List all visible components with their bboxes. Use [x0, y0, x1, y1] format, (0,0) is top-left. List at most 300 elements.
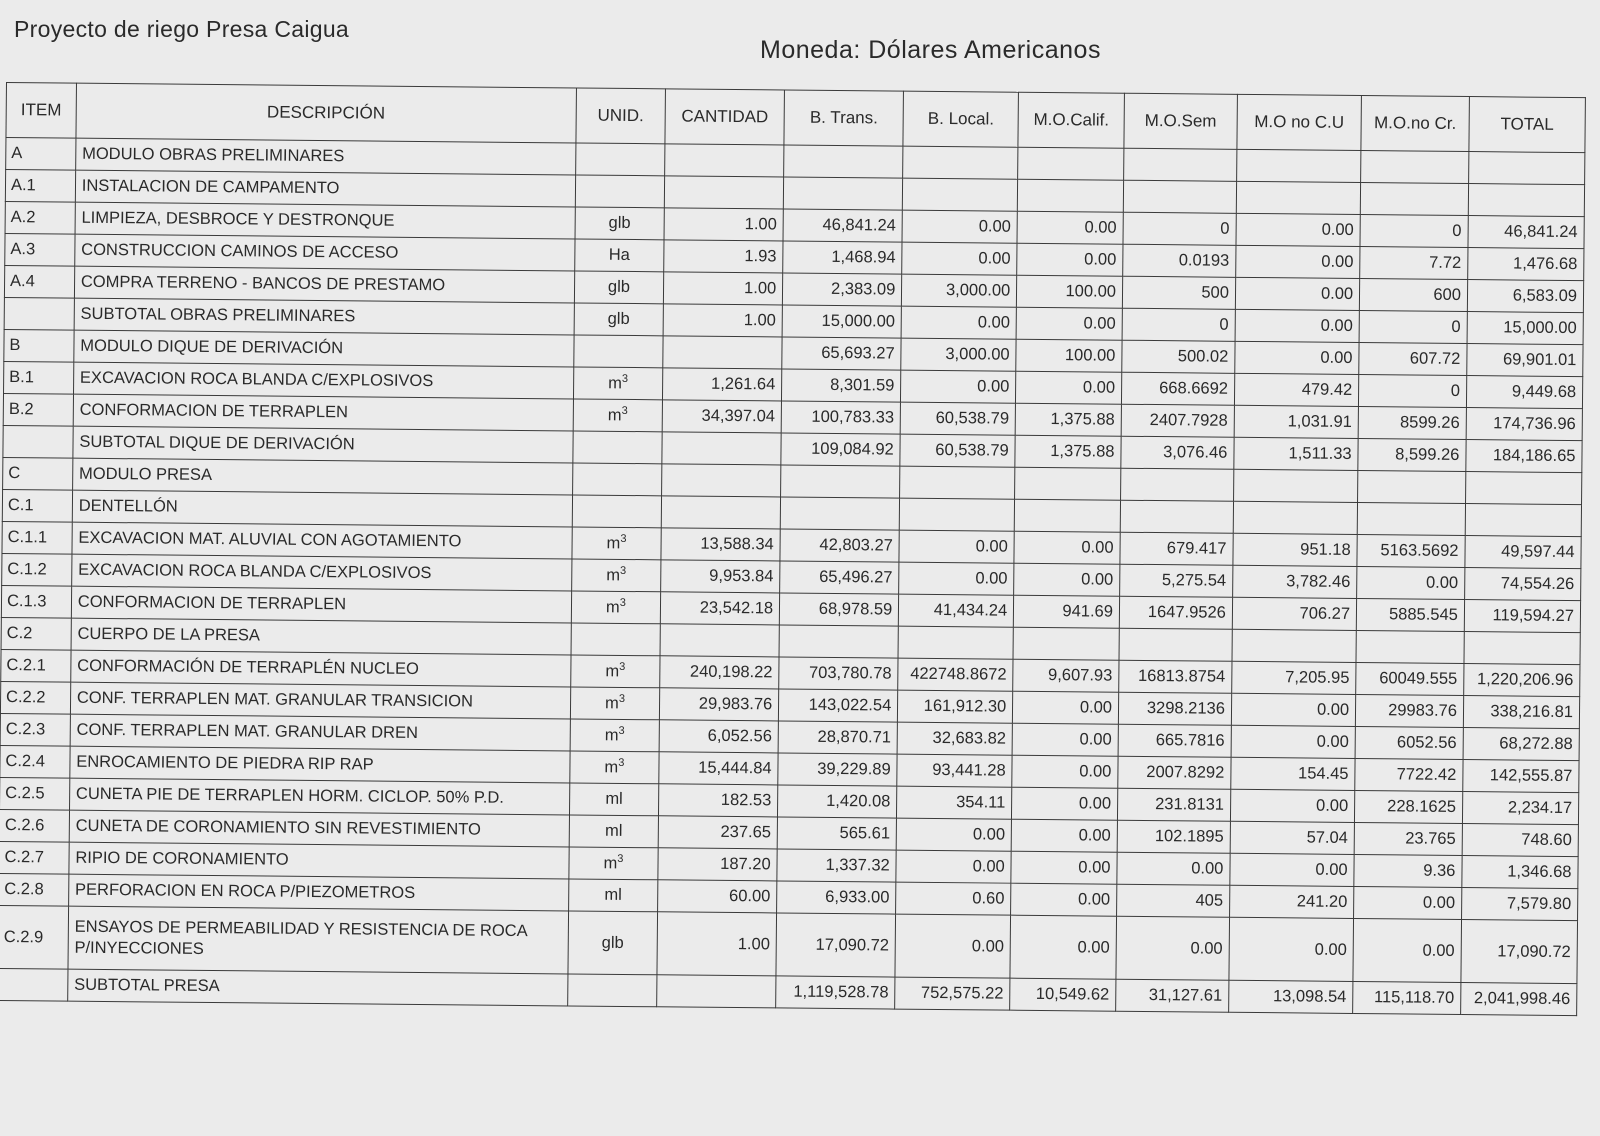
mo-calif-cell [1015, 467, 1121, 500]
b-local-text: 32,683.82 [932, 728, 1007, 748]
b-trans-cell [776, 976, 895, 1009]
quantity-cell [658, 816, 777, 849]
quantity-cell [660, 592, 779, 625]
mo-calif-text: 0.00 [1081, 570, 1114, 589]
mo-no-cr-text: 600 [1433, 285, 1462, 304]
b-local-cell [902, 242, 1017, 275]
mo-sem-cell [1117, 884, 1230, 917]
mo-sem-text: 0.00 [1190, 938, 1223, 958]
mo-no-cu-cell [1234, 373, 1359, 406]
b-local-text: 161,912.30 [923, 696, 1007, 716]
mo-calif-text: 0.00 [1078, 826, 1111, 845]
total-text: 9,449.68 [1511, 382, 1577, 402]
mo-no-cr-cell [1355, 726, 1463, 759]
unit-exponent: 3 [618, 757, 625, 770]
mo-calif-text: 100.00 [1065, 282, 1117, 301]
description-cell [71, 650, 571, 687]
mo-calif-cell [1014, 499, 1120, 532]
mo-no-cu-text: 0.00 [1315, 860, 1348, 879]
description-text: EXCAVACION MAT. ALUVIAL CON AGOTAMIENTO [78, 528, 462, 551]
mo-no-cu-cell [1229, 885, 1354, 918]
description-text: LIMPIEZA, DESBROCE Y DESTRONQUE [81, 208, 395, 230]
description-text: SUBTOTAL PRESA [74, 975, 220, 996]
mo-no-cr-text: 0.00 [1422, 893, 1456, 912]
unit-text: m [604, 726, 619, 745]
total-cell [1463, 696, 1579, 729]
unit-text: m [606, 534, 621, 553]
item-code-text: A [11, 144, 23, 163]
total-cell [1461, 888, 1577, 921]
mo-calif-text: 0.00 [1082, 378, 1116, 397]
mo-sem-cell [1117, 852, 1230, 885]
item-code-cell [4, 297, 74, 330]
mo-no-cr-text: 0 [1452, 221, 1462, 240]
total-cell [1462, 792, 1578, 825]
column-header: M.O.Calif. [1018, 92, 1124, 148]
description-text: MODULO DIQUE DE DERIVACIÓN [80, 336, 344, 358]
unit-cell [573, 431, 663, 464]
mo-sem-cell [1122, 276, 1235, 309]
b-local-text: 752,575.22 [920, 983, 1004, 1003]
mo-sem-text: 500.02 [1177, 347, 1229, 366]
mo-no-cr-cell [1354, 886, 1462, 919]
description-text: COMPRA TERRENO - BANCOS DE PRESTAMO [80, 272, 446, 295]
item-code-cell [0, 777, 70, 810]
b-local-cell [898, 658, 1013, 691]
description-cell [70, 682, 570, 719]
mo-no-cr-cell [1353, 981, 1461, 1014]
b-trans-text: 8,301.59 [830, 375, 895, 395]
unit-text: m [606, 566, 621, 585]
description-text: SUBTOTAL OBRAS PRELIMINARES [80, 304, 356, 326]
unit-cell [570, 751, 660, 784]
total-cell [1465, 568, 1581, 601]
b-trans-cell [778, 721, 897, 754]
mo-sem-cell [1122, 340, 1235, 373]
quantity-cell [659, 720, 778, 753]
total-cell [1467, 312, 1583, 345]
total-text: 7,579.80 [1506, 894, 1572, 914]
quantity-cell [657, 975, 776, 1008]
b-trans-cell [780, 529, 899, 562]
total-text: 1,346.68 [1507, 862, 1572, 882]
mo-no-cr-cell [1357, 566, 1465, 599]
unit-exponent: 3 [620, 533, 627, 546]
mo-no-cu-cell [1232, 661, 1357, 694]
b-trans-cell [780, 497, 899, 530]
b-local-text: 354.11 [956, 793, 1006, 812]
unit-text: m [603, 854, 618, 873]
mo-sem-cell [1118, 756, 1231, 789]
item-code-text: C.2.5 [5, 784, 45, 803]
mo-calif-cell [1014, 563, 1120, 596]
unit-text: glb [601, 933, 624, 952]
quantity-text: 15,444.84 [698, 758, 772, 778]
unit-text: m [607, 406, 622, 425]
description-cell [75, 138, 575, 175]
mo-no-cu-cell [1230, 821, 1355, 854]
b-local-text: 0.00 [972, 825, 1006, 844]
description-text: EXCAVACION ROCA BLANDA C/EXPLOSIVOS [79, 368, 434, 391]
description-cell [73, 426, 573, 463]
mo-no-cu-text: 0.00 [1316, 700, 1350, 719]
mo-calif-cell [1013, 627, 1119, 660]
quantity-text: 1,261.64 [710, 374, 776, 394]
mo-no-cu-text: 951.18 [1300, 540, 1351, 559]
b-trans-cell [782, 369, 901, 402]
mo-no-cr-text: 0.00 [1425, 573, 1459, 592]
total-cell [1467, 344, 1583, 377]
mo-sem-text: 500 [1201, 283, 1230, 302]
mo-no-cu-text: 0.00 [1321, 220, 1354, 239]
unit-cell [574, 303, 664, 336]
total-text: 46,841.24 [1504, 222, 1578, 242]
mo-calif-cell [1011, 851, 1117, 884]
mo-sem-cell [1117, 788, 1230, 821]
quantity-text: 240,198.22 [689, 662, 773, 682]
mo-sem-text: 3298.2136 [1146, 698, 1226, 718]
unit-text: m [608, 374, 622, 393]
mo-calif-cell [1016, 339, 1122, 372]
b-trans-text: 42,803.27 [819, 535, 893, 555]
total-text: 17,090.72 [1497, 941, 1571, 961]
item-code-text: C.1 [7, 496, 34, 515]
item-code-cell [5, 201, 75, 234]
b-trans-cell [778, 785, 897, 818]
b-local-cell [897, 786, 1012, 819]
b-local-cell [896, 882, 1011, 915]
b-local-text: 93,441.28 [932, 760, 1006, 780]
unit-cell [575, 175, 665, 208]
unit-cell [570, 687, 660, 720]
b-trans-cell [777, 881, 896, 914]
quantity-text: 187.20 [720, 854, 771, 874]
total-text: 68,272.88 [1499, 734, 1573, 754]
mo-calif-cell [1015, 403, 1121, 436]
unit-text: glb [607, 309, 630, 328]
mo-no-cu-text: 241.20 [1296, 892, 1348, 911]
item-code-cell [4, 361, 74, 394]
b-local-cell [903, 146, 1018, 179]
mo-calif-cell [1014, 531, 1120, 564]
description-cell [70, 746, 570, 783]
quantity-cell [663, 304, 782, 337]
b-trans-cell [779, 625, 898, 658]
item-code-cell [0, 713, 70, 746]
total-cell [1468, 184, 1584, 217]
mo-no-cr-cell [1357, 502, 1465, 535]
b-local-text: 0.00 [978, 217, 1011, 236]
mo-sem-cell [1122, 308, 1235, 341]
total-text: 142,555.87 [1489, 766, 1573, 786]
unit-cell [568, 879, 658, 912]
total-text: 15,000.00 [1503, 318, 1577, 338]
quantity-cell [657, 912, 777, 976]
mo-calif-text: 0.00 [1083, 314, 1116, 333]
total-text: 69,901.01 [1502, 350, 1577, 370]
mo-calif-cell [1012, 755, 1118, 788]
mo-calif-text: 0.00 [1078, 858, 1111, 877]
unit-cell [574, 271, 664, 304]
mo-sem-cell [1123, 180, 1236, 213]
total-cell [1466, 440, 1582, 473]
unit-cell [573, 367, 663, 400]
description-text: MODULO PRESA [78, 464, 213, 484]
b-local-cell [902, 274, 1017, 307]
total-cell [1461, 920, 1578, 984]
mo-no-cr-text: 6052.56 [1396, 733, 1457, 752]
mo-sem-text: 665.7816 [1155, 731, 1225, 750]
mo-calif-cell [1013, 691, 1119, 724]
b-trans-text: 1,468.94 [831, 247, 896, 267]
unit-cell [574, 239, 664, 272]
quantity-cell [664, 208, 783, 241]
mo-no-cr-text: 23.765 [1405, 829, 1456, 848]
column-header: DESCRIPCIÓN [76, 83, 576, 143]
b-trans-cell [779, 689, 898, 722]
mo-no-cr-text: 0.00 [1422, 941, 1455, 960]
b-local-cell [899, 562, 1014, 595]
mo-sem-cell [1119, 596, 1232, 629]
mo-calif-cell [1014, 595, 1120, 628]
mo-no-cr-text: 115,118.70 [1373, 988, 1455, 1007]
column-header: TOTAL [1469, 97, 1586, 153]
item-code-cell [3, 393, 73, 426]
mo-no-cr-text: 9.36 [1423, 861, 1456, 880]
mo-no-cr-text: 0 [1451, 317, 1461, 336]
mo-no-cr-text: 0 [1450, 381, 1461, 400]
description-cell [74, 298, 574, 335]
item-code-text: A.2 [10, 208, 36, 227]
item-code-cell [1, 617, 71, 650]
total-cell [1464, 600, 1580, 633]
mo-no-cr-cell [1358, 406, 1466, 439]
mo-calif-cell [1018, 179, 1124, 212]
b-trans-text: 17,090.72 [815, 935, 890, 955]
b-trans-cell [779, 657, 898, 690]
item-code-text: C.2.4 [5, 752, 46, 771]
mo-no-cu-cell [1235, 309, 1360, 342]
mo-sem-text: 668.6692 [1159, 379, 1229, 398]
quantity-cell [660, 624, 779, 657]
item-code-cell [0, 873, 69, 906]
item-code-cell [6, 138, 76, 171]
b-trans-cell [782, 337, 901, 370]
mo-no-cu-text: 13,098.54 [1272, 987, 1347, 1006]
b-trans-cell [779, 593, 898, 626]
description-text: ENROCAMIENTO DE PIEDRA RIP RAP [76, 752, 374, 774]
currency-label: Moneda: Dólares Americanos [760, 36, 1101, 64]
item-code-cell [1, 585, 71, 618]
mo-sem-text: 102.1895 [1154, 827, 1224, 846]
b-trans-cell [781, 433, 900, 466]
mo-no-cr-cell [1356, 630, 1464, 663]
unit-text: ml [605, 789, 623, 808]
mo-no-cr-cell [1356, 598, 1464, 631]
item-code-text: C.2.2 [6, 688, 46, 707]
b-local-cell [900, 402, 1015, 435]
mo-calif-cell [1017, 211, 1123, 244]
b-trans-cell [778, 753, 897, 786]
b-local-cell [902, 210, 1017, 243]
mo-no-cr-cell [1359, 311, 1467, 344]
mo-no-cr-cell [1355, 694, 1463, 727]
item-code-text: C.2.7 [4, 848, 45, 867]
b-local-cell [900, 466, 1015, 499]
quantity-text: 9,953.84 [709, 566, 774, 586]
mo-no-cr-text: 29983.76 [1388, 701, 1458, 720]
item-code-cell [4, 265, 74, 298]
quantity-text: 182.53 [720, 790, 772, 810]
mo-no-cr-cell [1359, 279, 1467, 312]
unit-cell [571, 591, 661, 624]
unit-text: m [604, 758, 619, 777]
total-cell [1466, 408, 1582, 441]
total-cell [1462, 856, 1578, 889]
mo-sem-text: 679.417 [1166, 539, 1227, 558]
quantity-cell [658, 880, 777, 913]
description-cell [69, 778, 569, 815]
b-trans-cell [783, 241, 902, 274]
b-trans-cell [783, 177, 902, 210]
total-text: 1,220,206.96 [1476, 670, 1574, 690]
total-text: 6,583.09 [1512, 286, 1578, 306]
b-local-cell [898, 690, 1013, 723]
total-cell [1464, 664, 1580, 697]
description-cell [72, 458, 572, 495]
item-code-text: C.1.2 [7, 560, 47, 579]
description-cell [68, 906, 569, 974]
mo-calif-cell [1015, 435, 1121, 468]
unit-cell [575, 207, 665, 240]
mo-sem-cell [1117, 820, 1230, 853]
item-code-text: C.2.1 [6, 656, 46, 675]
mo-calif-text: 9,607.93 [1048, 666, 1113, 685]
description-text: CONF. TERRAPLEN MAT. GRANULAR DREN [76, 720, 419, 742]
b-local-cell [899, 498, 1014, 531]
column-header: UNID. [576, 88, 666, 144]
mo-sem-text: 0 [1220, 219, 1230, 238]
b-local-cell [897, 722, 1012, 755]
mo-sem-text: 16813.8754 [1137, 666, 1226, 686]
mo-no-cr-cell [1360, 183, 1468, 216]
mo-sem-cell [1120, 500, 1233, 533]
mo-no-cr-text: 7722.42 [1396, 765, 1457, 784]
mo-sem-cell [1119, 660, 1232, 693]
mo-calif-text: 0.00 [1079, 698, 1113, 717]
total-text: 2,041,998.46 [1473, 989, 1571, 1009]
mo-no-cu-text: 0.00 [1320, 284, 1354, 303]
item-code-text: C.1.1 [7, 528, 48, 547]
b-trans-text: 565.61 [839, 824, 891, 843]
item-code-text: A.4 [10, 272, 35, 291]
mo-no-cu-cell [1234, 405, 1359, 438]
mo-no-cu-text: 0.00 [1316, 796, 1349, 815]
b-local-cell [895, 977, 1010, 1010]
b-trans-text: 100,783.33 [811, 407, 895, 427]
mo-no-cr-cell [1360, 215, 1468, 248]
quantity-text: 6,052.56 [707, 726, 773, 746]
quantity-cell [659, 784, 778, 817]
unit-cell [569, 783, 659, 816]
description-text: ENSAYOS DE PERMEABILIDAD Y RESISTENCIA DE ROCA P/INYECCIONES [74, 917, 527, 958]
mo-no-cu-cell [1229, 917, 1354, 981]
total-cell [1465, 504, 1581, 537]
mo-no-cr-cell [1355, 790, 1463, 823]
mo-sem-text: 1647.9526 [1147, 602, 1226, 622]
quantity-cell [661, 528, 780, 561]
description-text: INSTALACION DE CAMPAMENTO [81, 176, 340, 198]
mo-sem-cell [1120, 564, 1233, 597]
mo-sem-text: 231.8131 [1155, 795, 1225, 814]
unit-cell [572, 495, 662, 528]
mo-sem-cell [1119, 628, 1232, 661]
mo-no-cu-cell [1233, 501, 1358, 534]
total-cell [1468, 152, 1584, 185]
mo-sem-cell [1121, 404, 1234, 437]
description-cell [70, 714, 570, 751]
b-local-cell [899, 530, 1014, 563]
b-trans-text: 2,383.09 [830, 279, 896, 299]
mo-no-cr-cell [1359, 343, 1467, 376]
mo-sem-cell [1120, 532, 1233, 565]
unit-text: Ha [608, 245, 630, 264]
quantity-text: 1.00 [743, 311, 777, 330]
mo-calif-text: 0.00 [1084, 250, 1117, 269]
b-local-text: 0.00 [971, 936, 1005, 956]
item-code-cell [0, 681, 70, 714]
mo-sem-cell [1123, 244, 1236, 277]
mo-no-cr-text: 7.72 [1429, 253, 1462, 272]
budget-table-wrapper [0, 82, 1586, 1016]
mo-no-cu-cell [1229, 980, 1354, 1013]
b-local-cell [903, 178, 1018, 211]
item-code-cell [0, 809, 69, 842]
b-local-cell [901, 306, 1016, 339]
mo-calif-text: 1,375.88 [1050, 410, 1115, 429]
mo-no-cr-text: 8,599.26 [1395, 445, 1460, 464]
b-local-cell [899, 594, 1014, 627]
mo-no-cu-cell [1233, 469, 1358, 502]
item-code-cell [1, 649, 71, 682]
description-text: EXCAVACION ROCA BLANDA C/EXPLOSIVOS [78, 560, 432, 583]
item-code-text: C.2.8 [4, 880, 44, 899]
quantity-cell [660, 688, 779, 721]
mo-no-cu-cell [1230, 789, 1355, 822]
b-local-text: 60,538.79 [935, 408, 1010, 428]
total-cell [1462, 824, 1578, 857]
quantity-cell [662, 400, 781, 433]
b-local-text: 0.00 [975, 569, 1008, 588]
mo-calif-text: 1,375.88 [1050, 442, 1115, 461]
mo-sem-cell [1124, 148, 1237, 181]
mo-no-cr-text: 8599.26 [1399, 413, 1460, 432]
mo-calif-cell [1016, 307, 1122, 340]
mo-no-cr-cell [1359, 374, 1467, 407]
b-local-text: 60,538.79 [935, 440, 1009, 460]
unit-cell [572, 527, 662, 560]
description-text: CONFORMACION DE TERRAPLEN [77, 592, 347, 614]
mo-no-cr-cell [1358, 438, 1466, 471]
unit-exponent: 3 [621, 405, 628, 418]
column-header: M.O.no Cr. [1361, 96, 1469, 152]
unit-cell [573, 399, 663, 432]
mo-no-cr-cell [1354, 854, 1462, 887]
description-cell [72, 522, 572, 559]
description-cell [71, 554, 571, 591]
unit-exponent: 3 [618, 693, 626, 706]
description-cell [68, 874, 568, 911]
